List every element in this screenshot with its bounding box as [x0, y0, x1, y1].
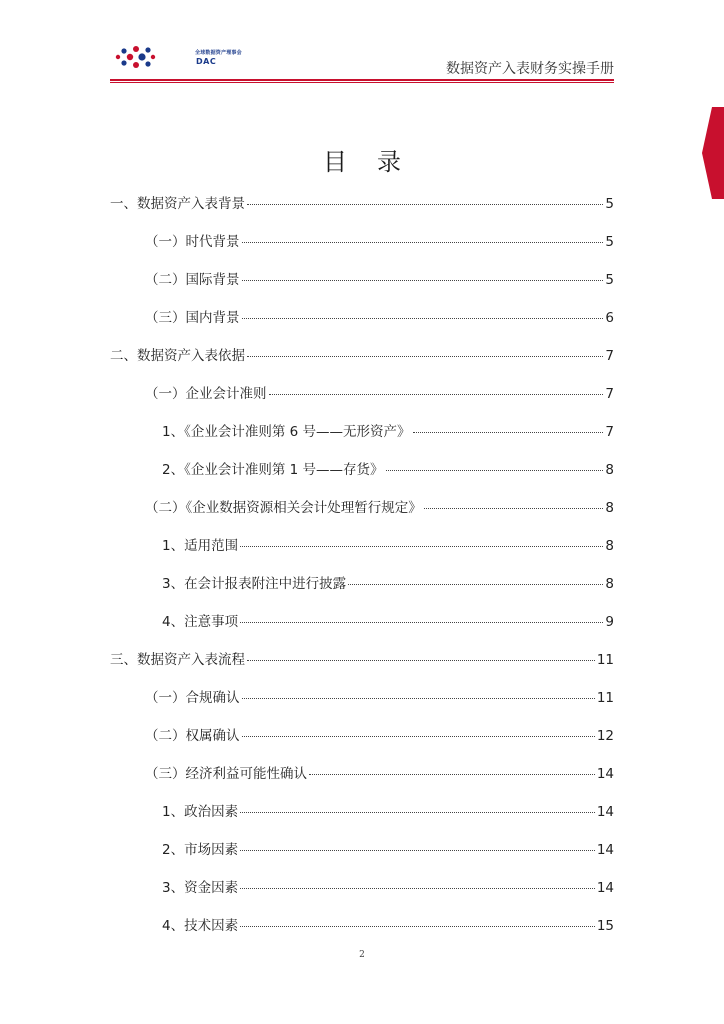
toc-entry-page: 7 — [605, 348, 614, 364]
toc-title: 目录 — [323, 148, 431, 176]
toc-leader-dots — [242, 318, 604, 319]
toc-entry-page: 14 — [596, 842, 614, 858]
header-title: 数据资产入表财务实操手册 — [446, 61, 614, 77]
toc-entry-label: 4、注意事项 — [162, 614, 239, 630]
toc-entry-label: 三、数据资产入表流程 — [110, 652, 245, 668]
header-rule-thin — [110, 82, 614, 83]
toc-leader-dots — [247, 204, 603, 205]
toc-entry-page: 8 — [605, 538, 614, 554]
toc-leader-dots — [240, 546, 603, 547]
toc-entry-page: 14 — [596, 880, 614, 896]
toc-entry[interactable] — [145, 306, 614, 328]
toc-entry-label: 3、资金因素 — [162, 880, 239, 896]
toc-entry-page: 8 — [605, 576, 614, 592]
logo-text-cn: 全球数据资产理事会 — [195, 50, 242, 56]
toc-leader-dots — [269, 394, 604, 395]
logo-dac-text: DAC — [196, 57, 217, 66]
toc-leader-dots — [240, 850, 595, 851]
toc-leader-dots — [309, 774, 595, 775]
toc-entry-page: 9 — [605, 614, 614, 630]
toc-entry-page: 7 — [605, 386, 614, 402]
toc-entry-page: 5 — [605, 234, 614, 250]
toc-leader-dots — [247, 660, 595, 661]
header-rule-thick — [110, 79, 614, 81]
toc-leader-dots — [242, 698, 595, 699]
toc-leader-dots — [386, 470, 604, 471]
toc-leader-dots — [424, 508, 604, 509]
toc-leader-dots — [240, 812, 595, 813]
toc-leader-dots — [242, 280, 604, 281]
toc-entry[interactable] — [145, 382, 614, 404]
toc-entry-label: 3、在会计报表附注中进行披露 — [162, 576, 347, 592]
toc-entry[interactable] — [110, 192, 614, 214]
toc-entry-page: 14 — [596, 804, 614, 820]
toc-entry-label: 二、数据资产入表依据 — [110, 348, 245, 364]
toc-entry-page: 5 — [605, 272, 614, 288]
toc-entry[interactable] — [162, 914, 614, 936]
toc-entry[interactable] — [110, 648, 614, 670]
toc-entry-page: 5 — [605, 196, 614, 212]
toc-entry-page: 8 — [605, 500, 614, 516]
toc-entry-label: （二）《企业数据资源相关会计处理暂行规定》 — [145, 500, 422, 516]
toc-entry[interactable] — [162, 800, 614, 822]
toc-entry-page: 11 — [596, 652, 614, 668]
toc-entry[interactable] — [110, 344, 614, 366]
toc-entry[interactable] — [162, 838, 614, 860]
toc-entry-label: 4、技术因素 — [162, 918, 239, 934]
toc-leader-dots — [348, 584, 603, 585]
page-header — [0, 0, 724, 90]
toc-entry-label: （一）合规确认 — [145, 690, 240, 706]
toc-entry-label: 1、《企业会计准则第 6 号——无形资产》 — [162, 424, 411, 440]
toc-leader-dots — [240, 622, 603, 623]
toc-entry-label: （二）权属确认 — [145, 728, 240, 744]
toc-entry[interactable] — [162, 458, 614, 480]
toc-entry-label: （三）国内背景 — [145, 310, 240, 326]
toc-leader-dots — [247, 356, 603, 357]
toc-entry-page: 7 — [605, 424, 614, 440]
toc-entry-label: （二）国际背景 — [145, 272, 240, 288]
page-number: 2 — [359, 950, 365, 960]
toc-entry-label: 一、数据资产入表背景 — [110, 196, 245, 212]
toc-entry-page: 8 — [605, 462, 614, 478]
toc-entry-label: （一）企业会计准则 — [145, 386, 267, 402]
toc-entry[interactable] — [145, 686, 614, 708]
toc-entry-page: 14 — [596, 766, 614, 782]
toc-entry[interactable] — [145, 762, 614, 784]
toc-entry[interactable] — [162, 610, 614, 632]
toc-entry[interactable] — [145, 496, 614, 518]
toc-entry[interactable] — [162, 572, 614, 594]
toc-entry[interactable] — [162, 876, 614, 898]
toc-entry-label: （一）时代背景 — [145, 234, 240, 250]
toc-entry-page: 6 — [605, 310, 614, 326]
toc-leader-dots — [240, 926, 595, 927]
toc-leader-dots — [242, 736, 595, 737]
toc-entry-label: 1、政治因素 — [162, 804, 239, 820]
toc-entry-page: 11 — [596, 690, 614, 706]
toc-leader-dots — [240, 888, 595, 889]
toc-entry-label: （三）经济利益可能性确认 — [145, 766, 307, 782]
toc-entry[interactable] — [162, 420, 614, 442]
toc-entry[interactable] — [162, 534, 614, 556]
toc-entry[interactable] — [145, 268, 614, 290]
toc-entry[interactable] — [145, 230, 614, 252]
toc-entry-page: 12 — [596, 728, 614, 744]
toc-entry-label: 2、市场因素 — [162, 842, 239, 858]
toc-entry-label: 1、适用范围 — [162, 538, 239, 554]
toc-leader-dots — [413, 432, 604, 433]
toc-leader-dots — [242, 242, 604, 243]
toc-entry[interactable] — [145, 724, 614, 746]
toc-entry-label: 2、《企业会计准则第 1 号——存货》 — [162, 462, 384, 478]
toc-entry-page: 15 — [596, 918, 614, 934]
